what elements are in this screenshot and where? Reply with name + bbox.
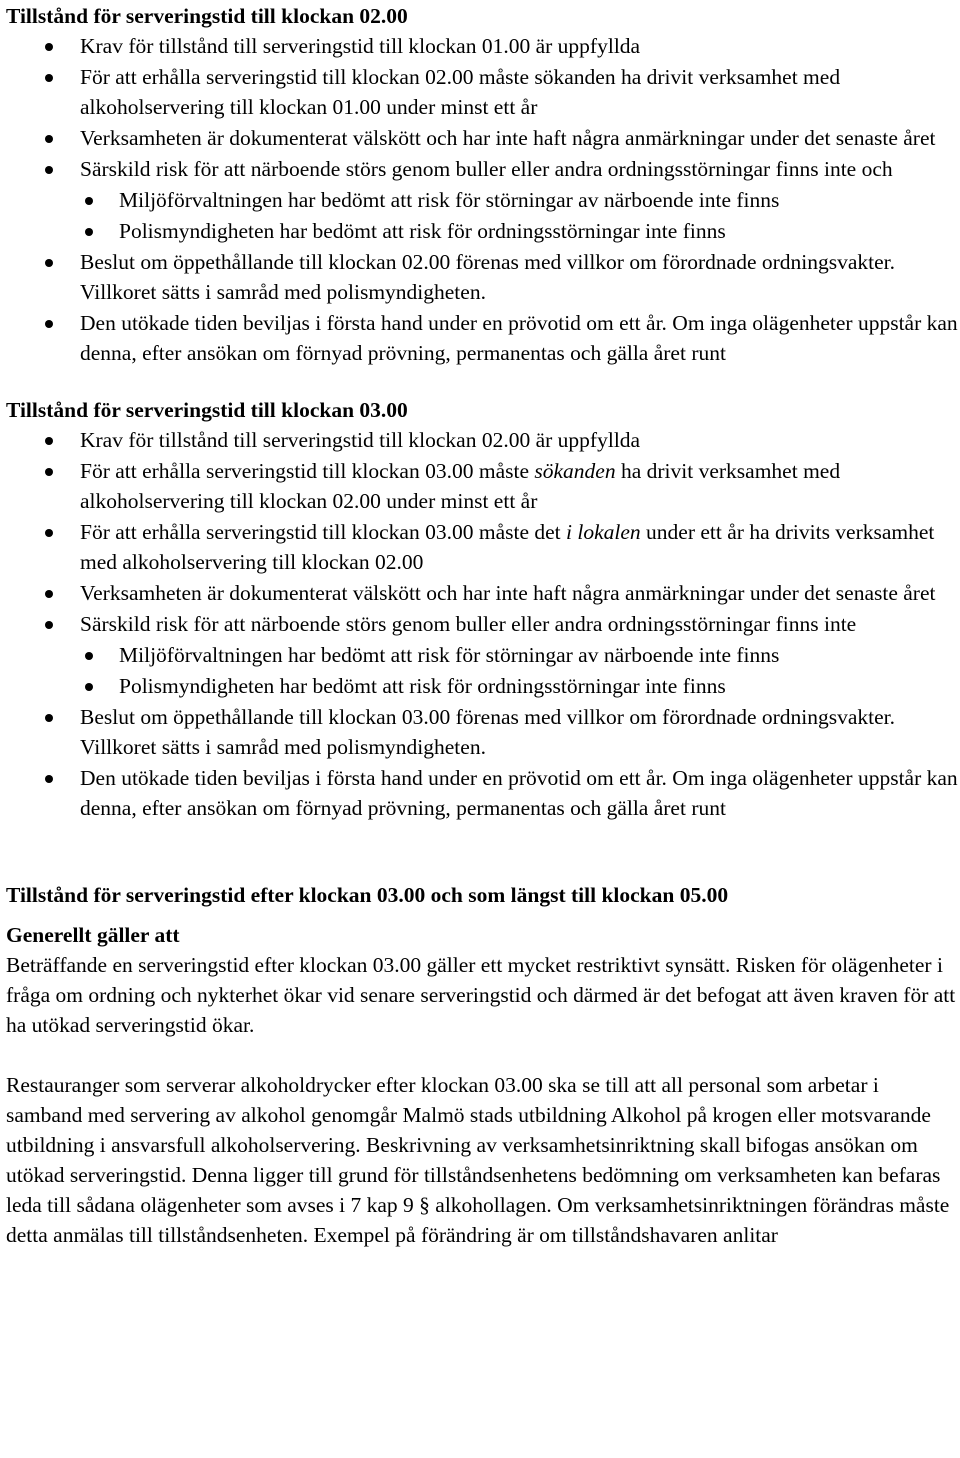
bullet-icon bbox=[45, 43, 53, 51]
list-item: Särskild risk för att närboende störs genom buller eller andra ordningsstörningar finns inte och bbox=[6, 154, 958, 184]
list-item: För att erhålla serveringstid till klockan 03.00 måste det i lokalen under ett år ha drivits verksamhet med alkoholservering till klockan 02.00 bbox=[6, 517, 958, 577]
list-item: Beslut om öppethållande till klockan 03.00 förenas med villkor om förordnade ordningsvakter. Villkoret sätts i samråd med polismyndigheten. bbox=[6, 702, 958, 762]
sub-list-item: Polismyndigheten har bedömt att risk för ordningsstörningar inte finns bbox=[6, 671, 958, 701]
list-item: Krav för tillstånd till serveringstid till klockan 01.00 är uppfyllda bbox=[6, 31, 958, 61]
bullet-icon bbox=[45, 529, 53, 537]
section-heading-0500: Tillstånd för serveringstid efter klockan 03.00 och som längst till klockan 05.00 bbox=[6, 883, 729, 907]
paragraph: Beträffande en serveringstid efter klockan 03.00 gäller ett mycket restriktivt synsätt. Risken för olägenheter i fråga om ordning och nykterhet ökar vid senare serveringstid och därmed är det befogat att även kraven för att ha utökad serveringstid ökar. bbox=[6, 953, 956, 1037]
list-item: Den utökade tiden beviljas i första hand under en prövotid om ett år. Om inga olägenheter uppstår kan denna, efter ansökan om förnyad prövning, permanentas och gälla året runt bbox=[6, 308, 958, 368]
bullet-icon bbox=[45, 714, 53, 722]
sub-list-item: Miljöförvaltningen har bedömt att risk för störningar av närboende inte finns bbox=[6, 185, 958, 215]
spacer bbox=[6, 369, 958, 395]
bullet-icon bbox=[45, 621, 53, 629]
spacer bbox=[6, 824, 958, 880]
list-item: För att erhålla serveringstid till klockan 03.00 måste sökanden ha drivit verksamhet med alkoholservering till klockan 02.00 under minst ett år bbox=[6, 456, 958, 516]
section-heading-0300: Tillstånd för serveringstid till klockan 03.00 bbox=[6, 398, 408, 422]
requirements-list-0200 bbox=[6, 31, 958, 368]
requirements-list-0300 bbox=[6, 425, 958, 823]
list-item: Verksamheten är dokumenterat välskött och har inte haft några anmärkningar under det senaste året bbox=[6, 123, 958, 153]
list-item: Verksamheten är dokumenterat välskött och har inte haft några anmärkningar under det senaste året bbox=[6, 578, 958, 608]
spacer bbox=[6, 1040, 958, 1070]
section-heading-0200: Tillstånd för serveringstid till klockan 02.00 bbox=[6, 4, 408, 28]
emphasis-text: sökanden bbox=[534, 459, 616, 483]
list-item: Beslut om öppethållande till klockan 02.00 förenas med villkor om förordnade ordningsvakter. Villkoret sätts i samråd med polismyndigheten. bbox=[6, 247, 958, 307]
list-item: Den utökade tiden beviljas i första hand under en prövotid om ett år. Om inga olägenheter uppstår kan denna, efter ansökan om förnyad prövning, permanentas och gälla året runt bbox=[6, 763, 958, 823]
bullet-icon bbox=[45, 166, 53, 174]
bullet-icon bbox=[45, 590, 53, 598]
list-item: Särskild risk för att närboende störs genom buller eller andra ordningsstörningar finns inte bbox=[6, 609, 958, 639]
bullet-icon bbox=[85, 228, 93, 236]
paragraph: Restauranger som serverar alkoholdrycker efter klockan 03.00 ska se till att all personal som arbetar i samband med servering av alkohol genomgår Malmö stads utbildning Alkohol på krogen eller motsvarande utbildning i ansvarsfull alkoholservering. Beskrivning av verksamhetsinriktning skall bifogas ansökan om utökad serveringstid. Denna ligger till grund för tillståndsenhetens bedömning om verksamheten kan befaras leda till sådana olägenheter som avses i 7 kap 9 § alkohollagen. Om verksamhetsinriktningen förändras måste detta anmälas till tillståndsenheten. Exempel på förändring är om tillståndshavaren anlitar bbox=[6, 1073, 950, 1247]
bullet-icon bbox=[45, 468, 53, 476]
list-item: Krav för tillstånd till serveringstid till klockan 02.00 är uppfyllda bbox=[6, 425, 958, 455]
bullet-icon bbox=[85, 652, 93, 660]
bullet-icon bbox=[45, 135, 53, 143]
subheading: Generellt gäller att bbox=[6, 923, 180, 947]
bullet-icon bbox=[85, 683, 93, 691]
bullet-icon bbox=[45, 437, 53, 445]
emphasis-text: i lokalen bbox=[566, 520, 641, 544]
bullet-icon bbox=[45, 259, 53, 267]
list-item: För att erhålla serveringstid till klockan 02.00 måste sökanden ha drivit verksamhet med alkoholservering till klockan 01.00 under minst ett år bbox=[6, 62, 958, 122]
document-page bbox=[6, 0, 958, 1250]
bullet-icon bbox=[45, 775, 53, 783]
bullet-icon bbox=[45, 74, 53, 82]
sub-list-item: Polismyndigheten har bedömt att risk för ordningsstörningar inte finns bbox=[6, 216, 958, 246]
sub-list-item: Miljöförvaltningen har bedömt att risk för störningar av närboende inte finns bbox=[6, 640, 958, 670]
bullet-icon bbox=[45, 320, 53, 328]
bullet-icon bbox=[85, 197, 93, 205]
